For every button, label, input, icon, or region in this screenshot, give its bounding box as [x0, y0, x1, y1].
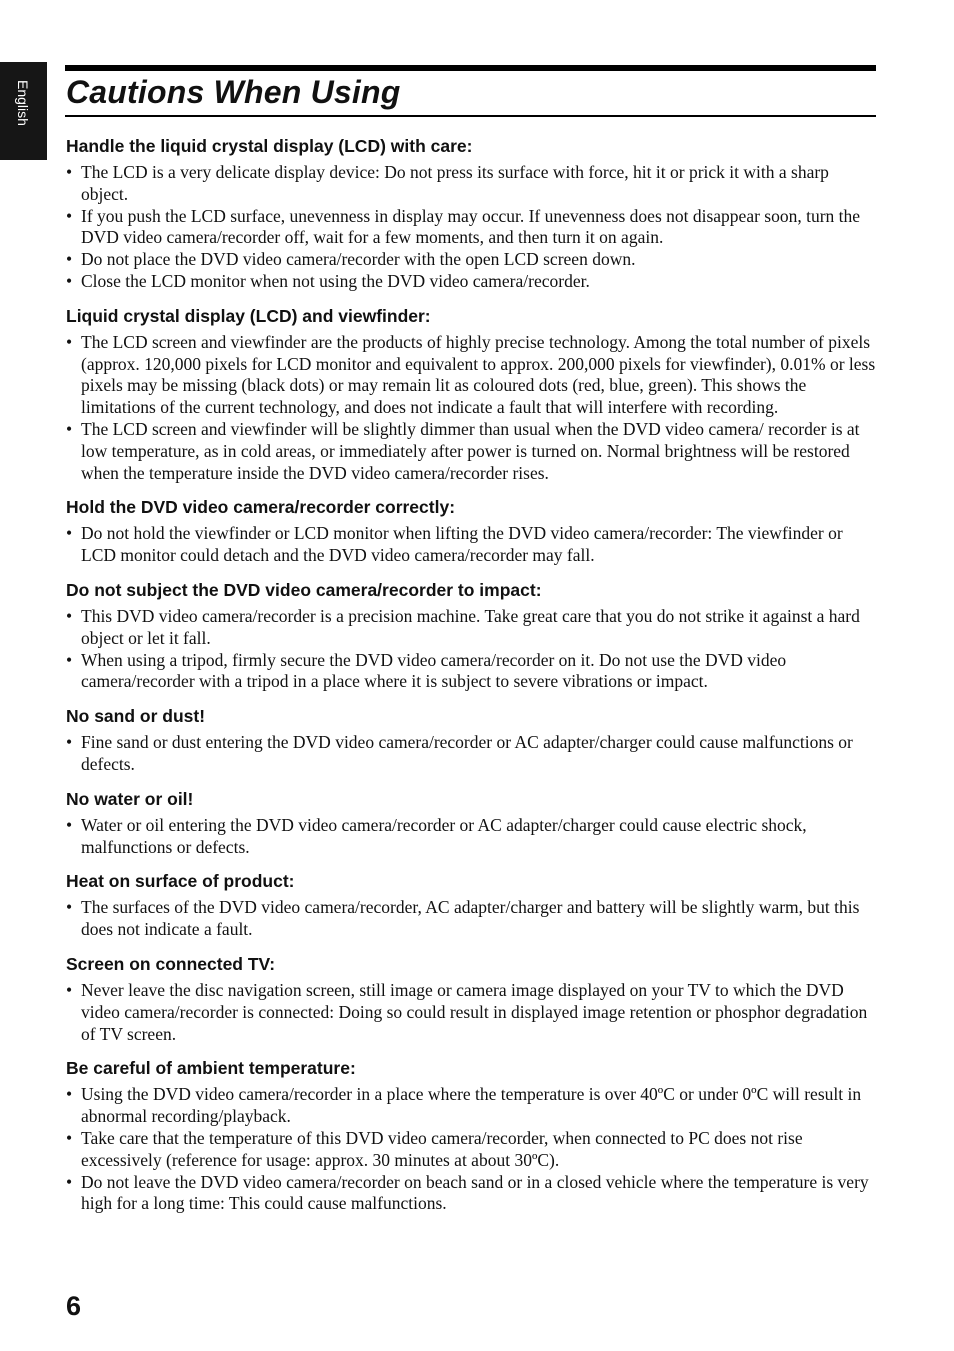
- bullet-list: [66, 523, 876, 567]
- list-item: • When using a tripod, firmly secure the DVD video camera/recorder on it. Do not use the DVD video camera/recorder with a tripod in a place where it is subject to severe vibrations or impact.: [66, 650, 876, 694]
- section-heading: No sand or dust!: [66, 706, 206, 727]
- page-number: 6: [66, 1291, 82, 1321]
- bullet-list: [66, 732, 876, 776]
- bullet-list: [66, 815, 876, 859]
- list-item: • If you push the LCD surface, unevenness in display may occur. If unevenness does not disappear soon, turn the DVD video camera/recorder off, wait for a few moments, and then turn it on again.: [66, 206, 876, 250]
- bullet-list: [66, 162, 876, 293]
- list-item: • The surfaces of the DVD video camera/recorder, AC adapter/charger and battery will be slightly warm, but this does not indicate a fault.: [66, 897, 876, 941]
- section-lcd-care: [66, 134, 876, 293]
- list-item: • The LCD is a very delicate display device: Do not press its surface with force, hit it or prick it with a sharp object.: [66, 162, 876, 206]
- section-ambient-temperature: [66, 1056, 876, 1215]
- list-item: • Do not hold the viewfinder or LCD monitor when lifting the DVD video camera/recorder: The viewfinder or LCD monitor could detach and the DVD video camera/recorder may fall.: [66, 523, 876, 567]
- list-item: • Take care that the temperature of this DVD video camera/recorder, when connected to PC does not rise excessively (reference for usage: approx. 30 minutes at about 30ºC).: [66, 1128, 876, 1172]
- title-bottom-rule: [65, 115, 876, 117]
- bullet-list: [66, 1084, 876, 1215]
- page-title: Cautions When Using: [66, 74, 401, 110]
- bullet-list: [66, 980, 876, 1045]
- language-tab-label: English: [15, 80, 31, 126]
- list-item: • Fine sand or dust entering the DVD video camera/recorder or AC adapter/charger could cause malfunctions or defects.: [66, 732, 876, 776]
- section-impact: [66, 578, 876, 693]
- section-heading: Screen on connected TV:: [66, 953, 276, 974]
- bullet-list: [66, 606, 876, 693]
- bullet-list: [66, 332, 876, 485]
- cautions-content: [66, 134, 876, 1226]
- list-item: • Do not leave the DVD video camera/recorder on beach sand or in a closed vehicle where the temperature is very high for a long time: This could cause malfunctions.: [66, 1172, 876, 1216]
- section-heading: Liquid crystal display (LCD) and viewfinder:: [66, 305, 431, 326]
- list-item: • Using the DVD video camera/recorder in a place where the temperature is over 40ºC or under 0ºC will result in abnormal recording/playback.: [66, 1084, 876, 1128]
- section-lcd-viewfinder: [66, 304, 876, 485]
- section-heading: Hold the DVD video camera/recorder correctly:: [66, 497, 456, 518]
- section-heading: Handle the liquid crystal display (LCD) with care:: [66, 136, 473, 156]
- title-top-rule: [65, 65, 876, 71]
- list-item: • Do not place the DVD video camera/recorder with the open LCD screen down.: [66, 249, 876, 271]
- section-hold-correctly: [66, 495, 876, 567]
- section-connected-tv: [66, 952, 876, 1045]
- list-item: • This DVD video camera/recorder is a precision machine. Take great care that you do not strike it against a hard object or let it fall.: [66, 606, 876, 650]
- list-item: • Never leave the disc navigation screen, still image or camera image displayed on your TV to which the DVD video camera/recorder is connected: Doing so could result in displayed image retention or phosphor degradation of TV screen.: [66, 980, 876, 1045]
- section-heading: Heat on surface of product:: [66, 871, 295, 892]
- section-heading: Be careful of ambient temperature:: [66, 1058, 356, 1079]
- list-item: • Water or oil entering the DVD video camera/recorder or AC adapter/charger could cause electric shock, malfunctions or defects.: [66, 815, 876, 859]
- section-sand-dust: [66, 704, 876, 776]
- section-heading: Do not subject the DVD video camera/recorder to impact:: [66, 579, 542, 600]
- list-item: • The LCD screen and viewfinder are the products of highly precise technology. Among the total number of pixels (approx. 120,000 pixels for LCD monitor and equivalent to approx. 200,000 pixels for viewfinder), 0.01% or less pixels may be missing (black dots) or may remain lit as coloured dots (red, blue, green). This shows the limitations of the current technology, and does not indicate a fault that will interfere with recording.: [66, 332, 876, 419]
- list-item: • Close the LCD monitor when not using the DVD video camera/recorder.: [66, 271, 876, 293]
- section-heat-surface: [66, 869, 876, 941]
- section-water-oil: [66, 787, 876, 859]
- list-item: • The LCD screen and viewfinder will be slightly dimmer than usual when the DVD video camera/ recorder is at low temperature, as in cold areas, or immediately after power is turned on. Normal brightness will be restored when the temperature inside the DVD video camera/recorder rises.: [66, 419, 876, 484]
- bullet-list: [66, 897, 876, 941]
- section-heading: No water or oil!: [66, 788, 194, 809]
